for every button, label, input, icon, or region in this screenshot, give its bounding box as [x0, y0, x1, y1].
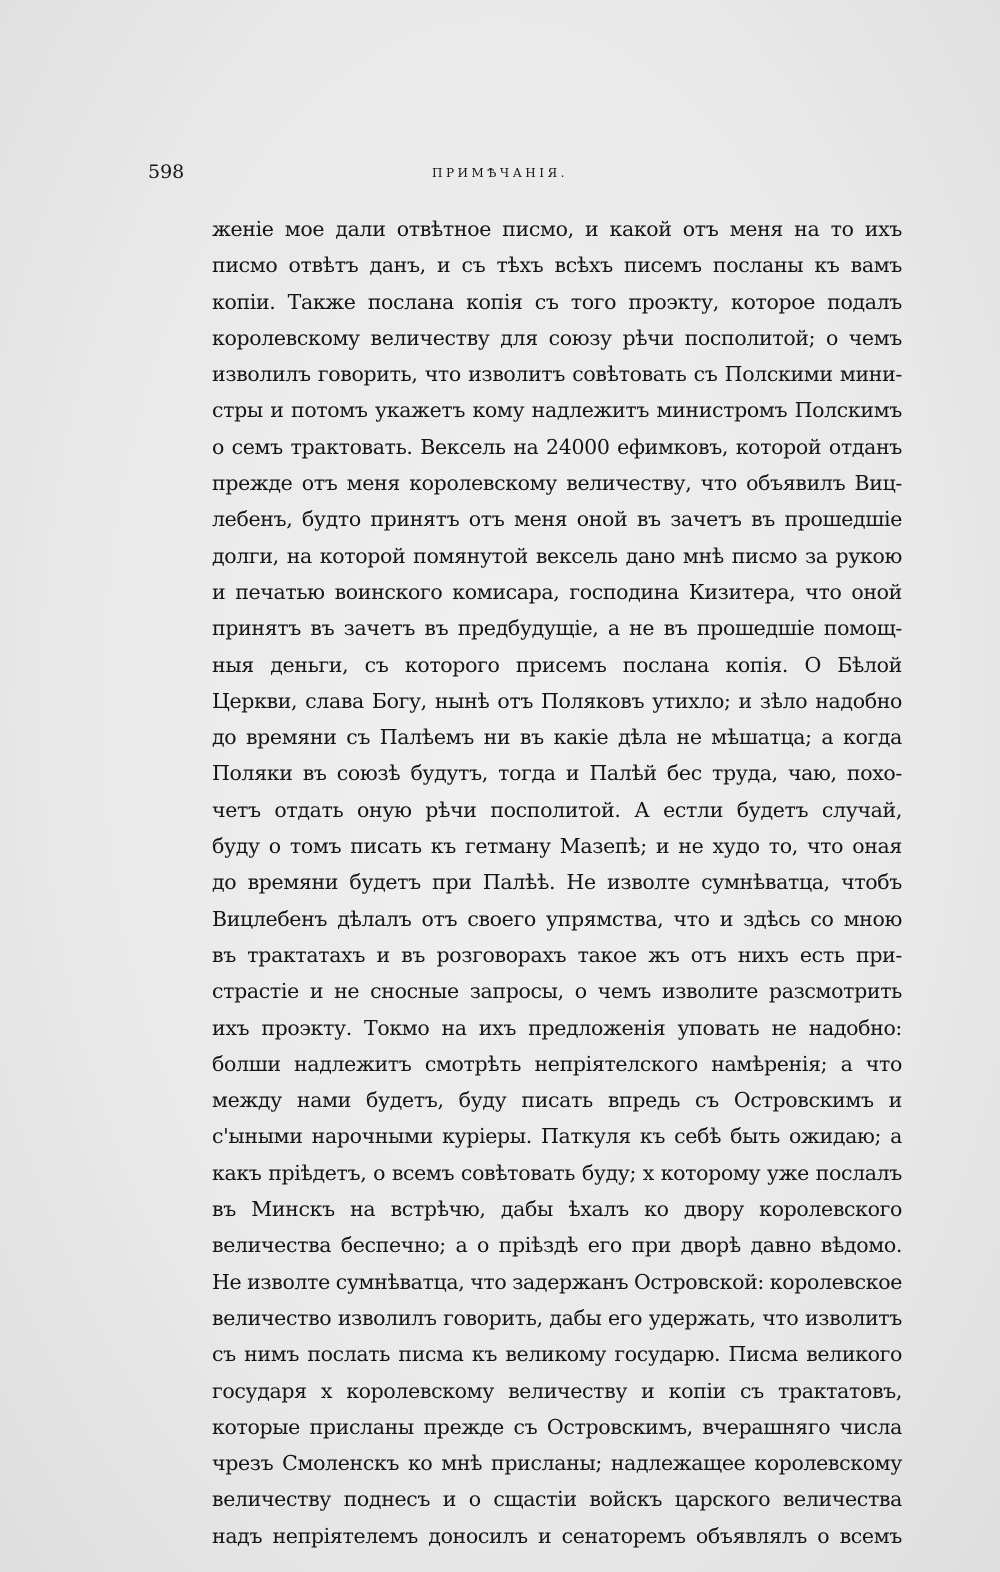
text-line: до времяни съ Палѣемъ ни въ какіе дѣла не мѣшатца; а когда [212, 725, 902, 750]
text-line: Поляки въ союзѣ будутъ, тогда и Палѣй бес труда, чаю, похо- [212, 761, 902, 786]
text-line: въ трактатахъ и въ розговорахъ такое жъ отъ нихъ есть при- [212, 942, 902, 967]
text-line: изволилъ говорить, что изволитъ совѣтовать съ Полскими мини- [212, 362, 902, 387]
text-line: болши надлежитъ смотрѣть непріятелского намѣренія; а что [212, 1051, 902, 1076]
text-line: какъ пріѣдетъ, о всемъ совѣтовать буду; х которому уже послалъ [212, 1160, 902, 1185]
text-line: о семъ трактовать. Вексель на 24000 ефимковъ, которой отданъ [212, 434, 902, 459]
text-line: величества беспечно; а о пріѣздѣ его при дворѣ давно вѣдомо. [212, 1233, 902, 1258]
text-line: между нами будетъ, буду писать впредь съ Островскимъ и [212, 1088, 902, 1113]
text-line: величество изволилъ говорить, дабы его удержать, что изволитъ [212, 1305, 902, 1330]
text-line: съ нимъ послать писма къ великому государю. Писма великого [212, 1342, 902, 1367]
text-line: до времяни будетъ при Палѣѣ. Не изволте сумнѣватца, чтобъ [212, 870, 902, 895]
text-line: писмо отвѣтъ данъ, и съ тѣхъ всѣхъ писемъ посланы къ вамъ [212, 253, 902, 278]
text-line: величеству поднесъ и о сщастіи войскъ царского величества [212, 1487, 902, 1512]
text-line: Вицлебенъ дѣлалъ отъ своего упрямства, что и здѣсь со мною [212, 906, 902, 931]
text-line: четъ отдать оную рѣчи посполитой. А естли будетъ случай, [212, 797, 902, 822]
body-text [212, 211, 902, 1554]
text-line: и печатью воинского комисара, господина Кизитера, что оной [212, 579, 902, 604]
page-header [0, 160, 1000, 184]
text-line: с'ыными нарочными куріеры. Паткуля къ себѣ быть ожидаю; а [212, 1124, 902, 1149]
text-line: которые присланы прежде съ Островскимъ, вчерашняго числа [212, 1414, 902, 1439]
text-line: буду о томъ писать къ гетману Мазепѣ; и не худо то, что оная [212, 834, 902, 859]
text-line: стры и потомъ укажетъ кому надлежитъ министромъ Полскимъ [212, 398, 902, 423]
text-line: государя х королевскому величеству и копіи съ трактатовъ, [212, 1378, 902, 1403]
text-line: королевскому величеству для союзу рѣчи посполитой; о чемъ [212, 325, 902, 350]
text-line: чрезъ Смоленскъ ко мнѣ присланы; надлежащее королевскому [212, 1451, 902, 1476]
text-line: копіи. Также послана копія съ того проэкту, которое подалъ [212, 289, 902, 314]
page-number: 598 [148, 161, 185, 183]
text-line: женіе мое дали отвѣтное писмо, и какой отъ меня на то ихъ [212, 217, 902, 241]
text-line: принятъ въ зачетъ въ предбудущіе, а не въ прошедшіе помощ- [212, 616, 902, 641]
text-line: ныя деньги, съ которого присемъ послана копія. О Бѣлой [212, 652, 902, 677]
text-line: въ Минскъ на встрѣчю, дабы ѣхалъ ко двору королевского [212, 1197, 902, 1222]
text-line: Не изволте сумнѣватца, что задержанъ Островской: королевское [212, 1269, 902, 1294]
text-line: лебенъ, будто принятъ отъ меня оной въ зачетъ въ прошедшіе [212, 507, 902, 532]
text-line: долги, на которой помянутой вексель дано мнѣ писмо за рукою [212, 543, 902, 568]
running-title: ПРИМѢЧАНІЯ. [431, 166, 568, 180]
text-line: надъ непріятелемъ доносилъ и сенаторемъ объявлялъ о всемъ [212, 1523, 902, 1548]
text-line: ихъ проэкту. Токмо на ихъ предложенія уповать не надобно: [212, 1015, 902, 1040]
text-line: страстіе и не сносные запросы, о чемъ изволите разсмотрить [212, 979, 902, 1004]
text-line: прежде отъ меня королевскому величеству, что объявилъ Виц- [212, 471, 902, 496]
text-line: Церкви, слава Богу, нынѣ отъ Поляковъ утихло; и зѣло надобно [212, 688, 902, 713]
